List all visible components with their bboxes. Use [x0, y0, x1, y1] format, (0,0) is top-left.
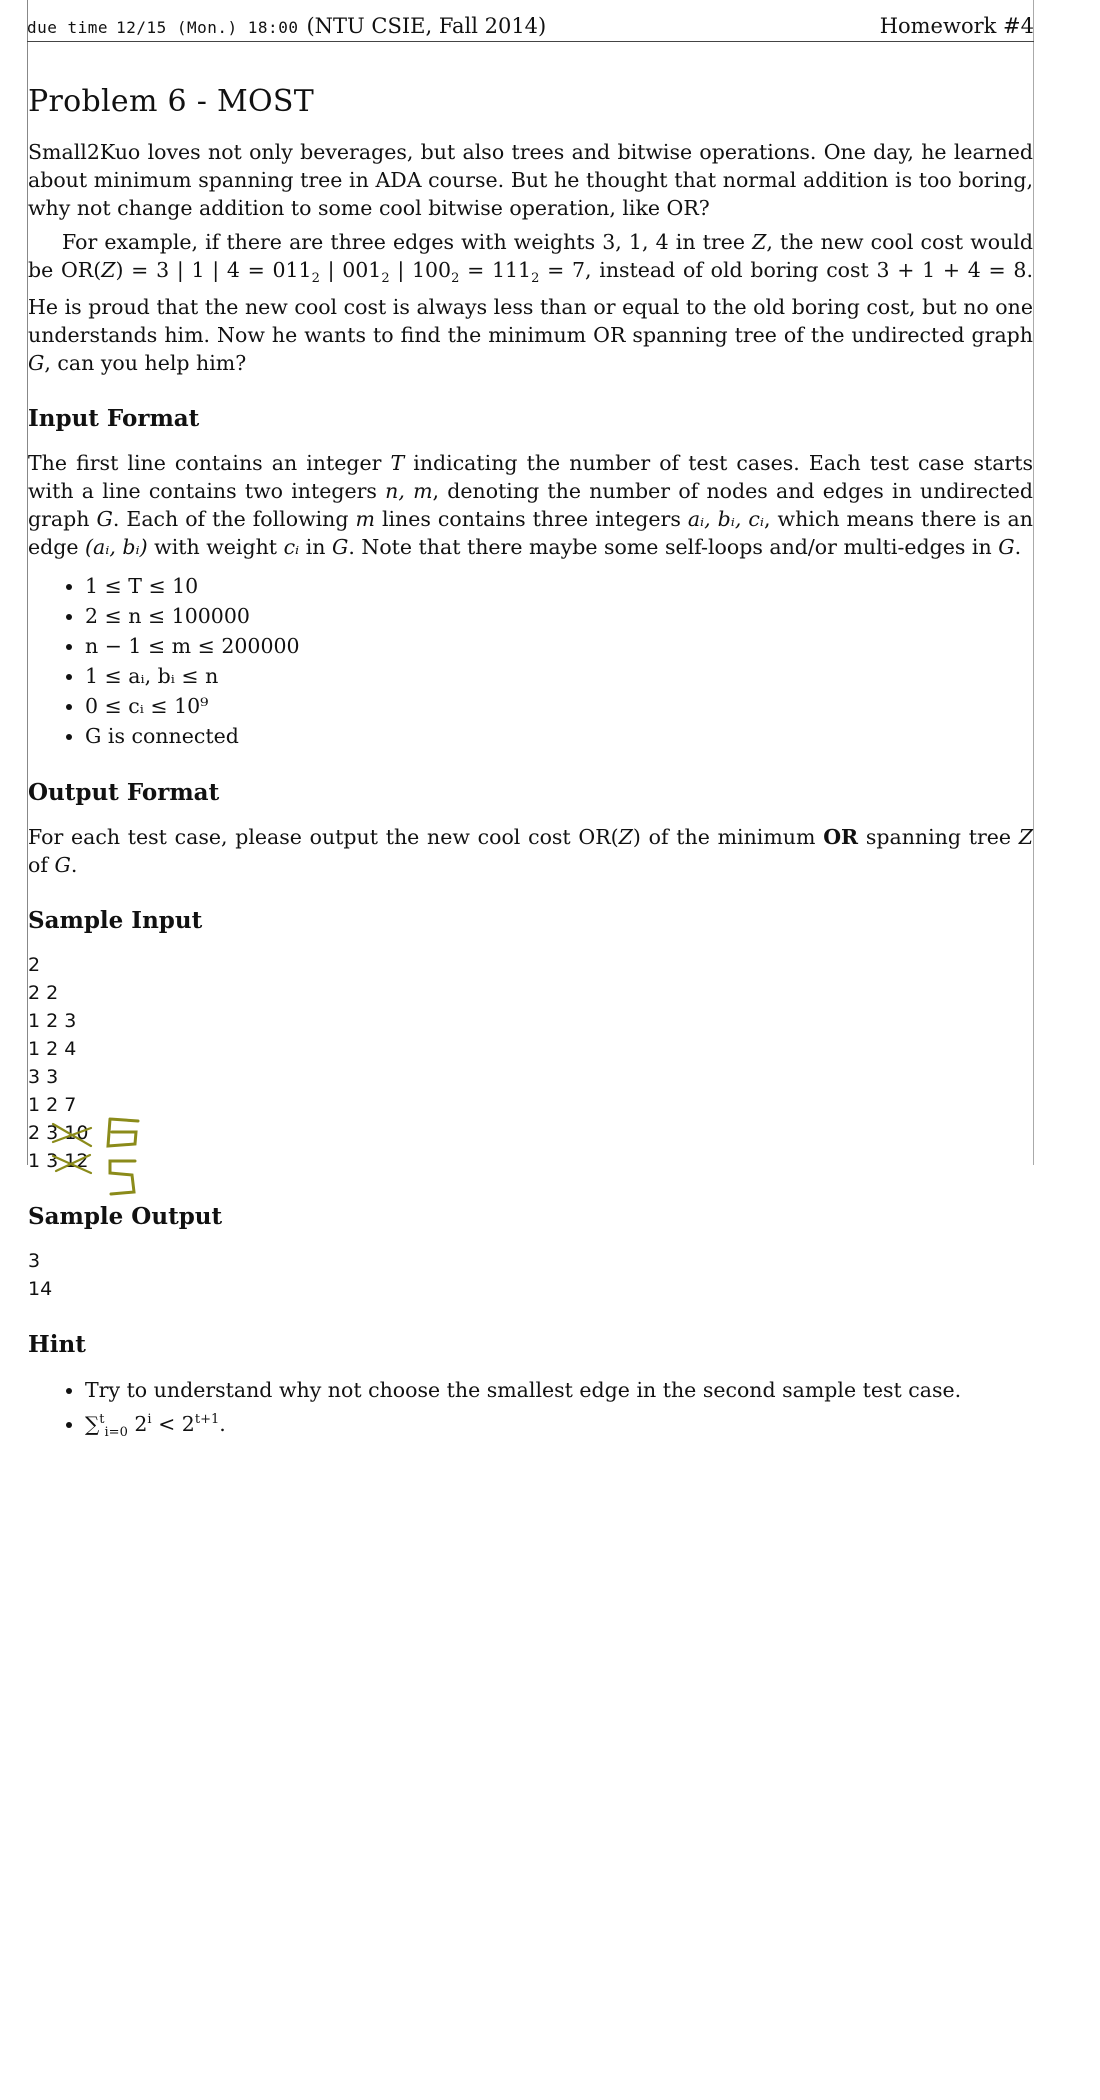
text-run: < 2 [151, 1411, 195, 1436]
input-format-heading: Input Format [28, 405, 200, 433]
math-sub: i=0 [104, 1425, 128, 1441]
hint-heading: Hint [28, 1331, 86, 1359]
text-run: spanning tree [858, 825, 1019, 850]
bold-term: OR [823, 825, 859, 850]
text-run: | 001 [319, 258, 382, 282]
constraint-item: • 1 ≤ T ≤ 10 [85, 571, 1033, 601]
math-sup: t+1 [194, 1412, 220, 1428]
output-format-paragraph [28, 823, 1033, 879]
math-var: G [331, 535, 349, 560]
sample-output-block [28, 1247, 1033, 1303]
text-run: . [70, 853, 78, 878]
text-run: = 111 [459, 258, 532, 282]
input-format-paragraph [28, 449, 1033, 561]
hint-item: • Try to understand why not choose the smallest edge in the second sample test case. [85, 1375, 1033, 1405]
text-run: = 7, instead of old boring cost 3 + 1 + 4 = 8. He is proud that the new cool cost is always less than or equal to the old boring cost, but no one understands him. Now he wants to find the minimum OR spanning tree of the undirected graph [28, 258, 1033, 348]
math-sup: i [147, 1412, 152, 1428]
math-var: aᵢ, bᵢ, cᵢ [687, 507, 765, 532]
page-header [27, 10, 1034, 42]
text-run: , the new cool cost would be OR( [28, 230, 1033, 282]
math-sub: 2 [311, 271, 320, 287]
text-run: in [299, 535, 332, 560]
text-run: For example, if there are three edges with weights 3, 1, 4 in tree [62, 230, 753, 254]
text-run: . Each of the following [112, 507, 356, 532]
homework-label: Homework #4 [879, 14, 1034, 38]
math-sub: 2 [531, 271, 540, 287]
text-run: For each test case, please output the new cool cost OR( [28, 825, 619, 850]
text-run: | 100 [389, 258, 452, 282]
text-run: of [28, 853, 55, 878]
text-run: , can you help him? [44, 351, 247, 376]
math-sub: 2 [451, 271, 460, 287]
text-run: 2 [127, 1411, 148, 1436]
sample-input-line: 2 2 [28, 982, 59, 1005]
constraint-item: • 0 ≤ cᵢ ≤ 10⁹ [85, 691, 1033, 721]
math-var: Z [1018, 825, 1033, 850]
sample-input-line: 1 3 12 [28, 1150, 89, 1173]
sample-output-line: 3 [28, 1250, 41, 1273]
sample-input-heading: Sample Input [28, 907, 203, 935]
math-var: m [355, 507, 375, 532]
math-var: G [28, 351, 45, 376]
sample-input-line: 2 3 10 [28, 1122, 89, 1145]
constraint-item: • 2 ≤ n ≤ 100000 [85, 601, 1033, 631]
math-var: (aᵢ, bᵢ) [85, 535, 148, 560]
output-format-heading: Output Format [28, 779, 220, 807]
math-sup: t [99, 1412, 105, 1428]
sample-input-line: 2 [28, 954, 41, 977]
text-run: indicating the number of test cases. Each test case starts with a line contains two integers [28, 451, 1033, 504]
constraint-item: • 1 ≤ aᵢ, bᵢ ≤ n [85, 661, 1033, 691]
sample-input-line: 1 2 4 [28, 1038, 77, 1061]
text-run: . Note that there maybe some self-loops and/or multi-edges in [348, 535, 999, 560]
sample-input-block [28, 951, 1033, 1175]
due-label: due time [27, 18, 109, 37]
sample-output-line: 14 [28, 1278, 53, 1301]
course-label: (NTU CSIE, Fall 2014) [306, 14, 547, 38]
text-run: lines contains three integers [374, 507, 688, 532]
text-run: ) of the minimum [632, 825, 824, 850]
constraint-item: • G is connected [85, 721, 1033, 751]
math-sub: 2 [381, 271, 390, 287]
sample-input-line: 1 2 3 [28, 1010, 77, 1033]
sum-symbol: ∑ [85, 1411, 100, 1436]
constraint-item: • n − 1 ≤ m ≤ 200000 [85, 631, 1033, 661]
sample-output-heading: Sample Output [28, 1203, 223, 1231]
math-var: T [390, 451, 405, 476]
math-var: Z [101, 258, 116, 282]
text-run: , denoting the number of nodes and edges in undirected graph [28, 479, 1033, 532]
due-datetime: 12/15 (Mon.) 18:00 [116, 18, 299, 37]
text-run: ) = 3 | 1 | 4 = 011 [115, 258, 312, 282]
constraints-list [28, 571, 1033, 751]
text-run: , which means there is an edge [28, 507, 1033, 560]
math-var: G [998, 535, 1015, 560]
math-var: cᵢ [283, 535, 300, 560]
text-run: . [1014, 535, 1022, 560]
math-var: G [54, 853, 71, 878]
text-run: with weight [147, 535, 284, 560]
intro-paragraph-2 [28, 228, 1033, 377]
math-var: G [96, 507, 113, 532]
intro-paragraph-1: Small2Kuo loves not only beverages, but also trees and bitwise operations. One day, he learned about minimum spanning tree in ADA course. But he thought that normal addition is too boring, why not change addition to some cool bitwise operation, like OR? [28, 140, 1033, 220]
math-var: Z [618, 825, 633, 850]
math-var: Z [752, 230, 767, 254]
hint-item [85, 1405, 1033, 1448]
text-run: . [219, 1411, 226, 1436]
header-left [27, 14, 546, 38]
hint-list [28, 1375, 1033, 1448]
text-run: The first line contains an integer [28, 451, 391, 476]
sample-input-line: 3 3 [28, 1066, 59, 1089]
sample-input-line: 1 2 7 [28, 1094, 77, 1117]
math-var: n, m [385, 479, 433, 504]
document-body [28, 80, 1033, 1458]
problem-title: Problem 6 - MOST [28, 84, 315, 119]
